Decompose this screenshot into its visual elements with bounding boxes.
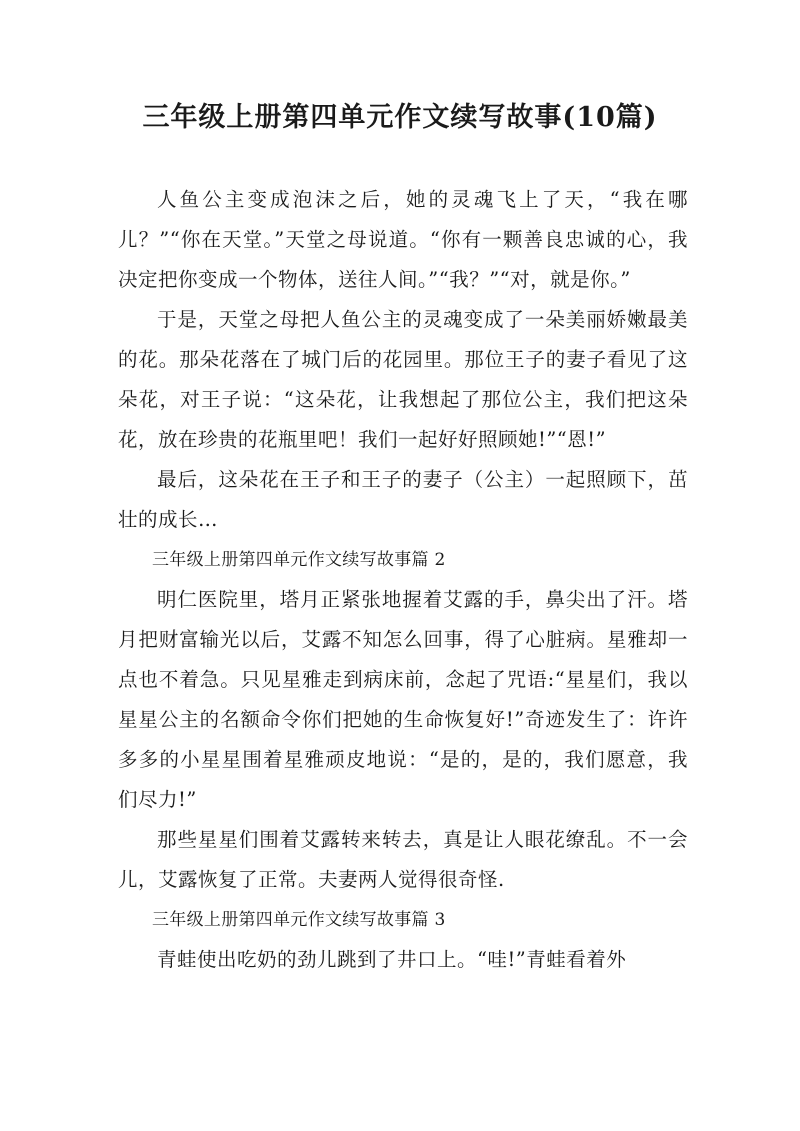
section-heading: 三年级上册第四单元作文续写故事篇 3 [152, 910, 446, 930]
paragraph: 那些星星们围着艾露转来转去，真是让人眼花缭乱。不一会儿，艾露恢复了正常。夫妻两人觉得很奇怪. [118, 828, 688, 891]
document-title: 三年级上册第四单元作文续写故事(10篇) [142, 102, 658, 133]
document-body [118, 180, 688, 980]
paragraph: 最后，这朵花在王子和王子的妻子（公主）一起照顾下，茁壮的成长… [118, 468, 688, 531]
paragraph: 青蛙使出吃奶的劲儿跳到了井口上。“哇!”青蛙看着外 [157, 948, 627, 971]
section-heading: 三年级上册第四单元作文续写故事篇 2 [152, 550, 446, 570]
paragraph: 于是，天堂之母把人鱼公主的灵魂变成了一朵美丽娇嫩最美的花。那朵花落在了城门后的花园里。那位王子的妻子看见了这朵花，对王子说：“这朵花，让我想起了那位公主，我们把这朵花，放在珍贵的花瓶里吧！我们一起好好照顾她!”“恩!” [118, 308, 688, 451]
paragraph: 明仁医院里，塔月正紧张地握着艾露的手，鼻尖出了汗。塔月把财富输光以后，艾露不知怎么回事，得了心脏病。星雅却一点也不着急。只见星雅走到病床前，念起了咒语:“星星们，我以星星公主的名额命令你们把她的生命恢复好!”奇迹发生了：许许多多的小星星围着星雅顽皮地说：“是的，是的，我们愿意，我们尽力!” [118, 588, 688, 811]
paragraph: 人鱼公主变成泡沫之后，她的灵魂飞上了天，“我在哪儿？”“你在天堂。”天堂之母说道。“你有一颗善良忠诚的心，我决定把你变成一个物体，送往人间。”“我？”“对，就是你。” [118, 188, 688, 291]
